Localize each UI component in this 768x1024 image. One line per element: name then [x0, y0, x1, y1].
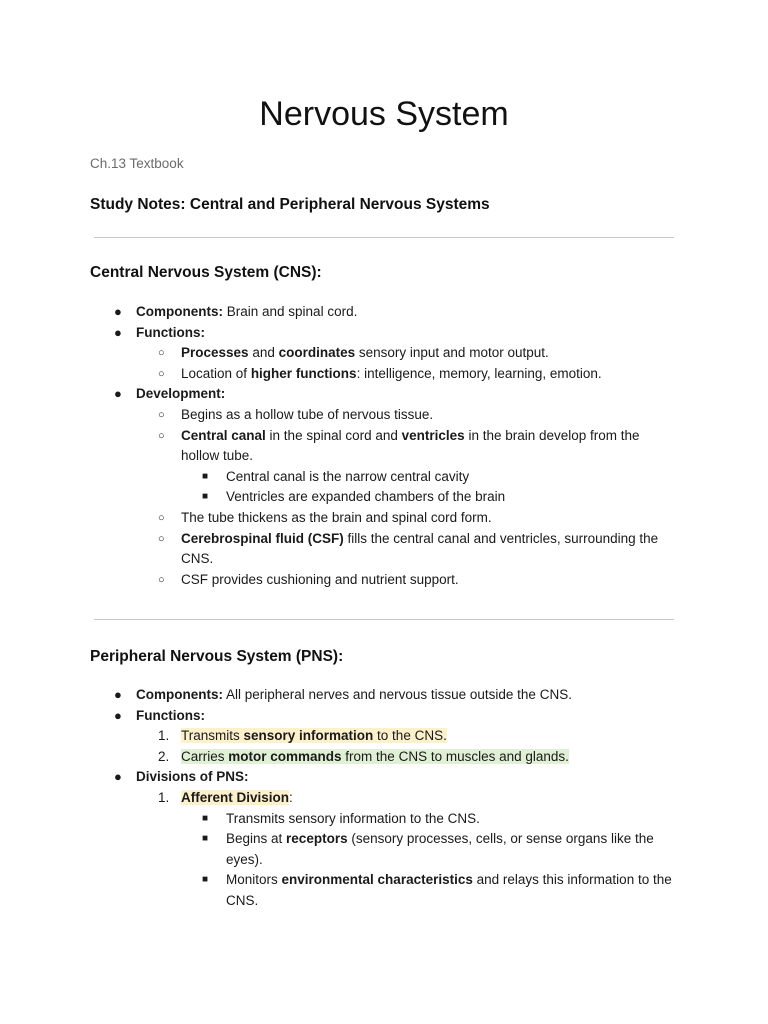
- list-item: [90, 870, 690, 911]
- list-number: 2.: [158, 748, 170, 764]
- text: sensory input and motor output.: [355, 345, 549, 361]
- list-item: [90, 829, 690, 870]
- bullet-square-icon: ■: [202, 470, 209, 482]
- divider: [94, 237, 674, 238]
- text: Begins at: [226, 831, 287, 847]
- list-item: [90, 508, 690, 529]
- list-item: [90, 302, 690, 323]
- text: fills the central canal and ventricles, surrounding the CNS.: [181, 530, 659, 567]
- text: : intelligence, memory, learning, emotion.: [356, 365, 602, 381]
- divider: [94, 619, 674, 620]
- cns-list: [90, 302, 690, 590]
- list-item: [90, 570, 690, 591]
- bullet-disc-icon: ●: [114, 304, 122, 319]
- bold-text: Processes: [181, 345, 249, 361]
- text: :: [289, 789, 293, 805]
- bullet-square-icon: ■: [202, 833, 209, 845]
- list-item: [90, 384, 690, 405]
- bullet-circle-icon: ○: [158, 511, 165, 524]
- bullet-square-icon: ■: [202, 491, 209, 503]
- bold-text: receptors: [286, 831, 348, 847]
- list-item: [90, 323, 690, 344]
- highlight-yellow: [181, 728, 447, 743]
- list-item: [90, 706, 690, 727]
- bullet-disc-icon: ●: [114, 707, 122, 723]
- list-item: [90, 529, 690, 570]
- text: Ventricles are expanded chambers of the brain: [226, 489, 506, 505]
- cns-functions-label: Functions:: [136, 324, 205, 340]
- list-item: [90, 343, 690, 364]
- bullet-disc-icon: ●: [114, 687, 122, 702]
- text: Carries: [181, 748, 229, 764]
- text: and: [248, 345, 279, 361]
- list-item: [90, 487, 690, 508]
- text: Transmits sensory information to the CNS.: [226, 810, 480, 826]
- pns-functions-label: Functions:: [136, 707, 205, 723]
- text: The tube thickens as the brain and spinal cord form.: [181, 509, 492, 525]
- cns-heading: Central Nervous System (CNS):: [90, 264, 322, 281]
- text: to the CNS.: [373, 728, 447, 744]
- page-title: Nervous System: [259, 95, 509, 133]
- list-item: [90, 747, 690, 768]
- cns-components-text: Brain and spinal cord.: [223, 304, 358, 319]
- pns-components-label: Components:: [136, 687, 223, 702]
- study-notes-heading: Study Notes: Central and Peripheral Nervous Systems: [90, 196, 490, 213]
- bold-text: coordinates: [278, 345, 356, 361]
- bold-text: ventricles: [401, 427, 465, 443]
- text: Transmits: [181, 728, 244, 744]
- list-item: [90, 467, 690, 488]
- bold-text: sensory information: [243, 728, 374, 744]
- bullet-circle-icon: ○: [158, 532, 165, 545]
- text: Location of: [181, 365, 251, 381]
- pns-list: [90, 685, 690, 912]
- text: (sensory processes, cells, or sense organs like the eyes).: [226, 831, 654, 867]
- bullet-circle-icon: ○: [158, 429, 165, 442]
- subtitle: Ch.13 Textbook: [90, 156, 184, 171]
- highlight-green: [181, 749, 569, 764]
- text: in the brain develop from the hollow tube.: [181, 427, 640, 464]
- list-item: [90, 405, 690, 426]
- pns-heading: Peripheral Nervous System (PNS):: [90, 648, 344, 665]
- bold-text: Central canal: [181, 427, 266, 443]
- bullet-disc-icon: ●: [114, 769, 122, 785]
- text: Central canal is the narrow central cavity: [226, 468, 470, 484]
- text: from the CNS to muscles and glands.: [341, 748, 569, 764]
- text: Begins as a hollow tube of nervous tissue.: [181, 406, 434, 422]
- text: and relays this information to the CNS.: [226, 872, 672, 908]
- cns-development-label: Development:: [136, 386, 226, 402]
- bullet-circle-icon: ○: [158, 347, 165, 360]
- cns-components-label: Components:: [136, 304, 223, 319]
- bold-text: environmental characteristics: [281, 872, 473, 888]
- list-item: [90, 767, 690, 788]
- bold-text: motor commands: [228, 748, 342, 764]
- list-number: 1.: [158, 728, 170, 744]
- bullet-disc-icon: ●: [114, 324, 122, 340]
- bullet-square-icon: ■: [202, 874, 209, 886]
- text: Monitors: [226, 872, 282, 888]
- list-item: [90, 685, 690, 706]
- text: in the spinal cord and: [265, 427, 402, 443]
- pns-components-text: All peripheral nerves and nervous tissue outside the CNS.: [223, 687, 572, 702]
- list-item: [90, 809, 690, 830]
- bullet-circle-icon: ○: [158, 367, 165, 380]
- pns-divisions-label: Divisions of PNS:: [136, 769, 249, 785]
- text: CSF provides cushioning and nutrient support.: [181, 571, 459, 587]
- list-item: [90, 788, 690, 809]
- bullet-disc-icon: ●: [114, 386, 122, 402]
- list-item: [90, 426, 690, 467]
- bold-text: Afferent Division: [181, 789, 290, 805]
- bold-text: higher functions: [250, 365, 357, 381]
- bullet-circle-icon: ○: [158, 408, 165, 421]
- bullet-square-icon: ■: [202, 812, 209, 824]
- list-item: [90, 364, 690, 385]
- list-number: 1.: [158, 789, 170, 805]
- bullet-circle-icon: ○: [158, 573, 165, 586]
- list-item: [90, 726, 690, 747]
- bold-text: Cerebrospinal fluid (CSF): [181, 530, 344, 546]
